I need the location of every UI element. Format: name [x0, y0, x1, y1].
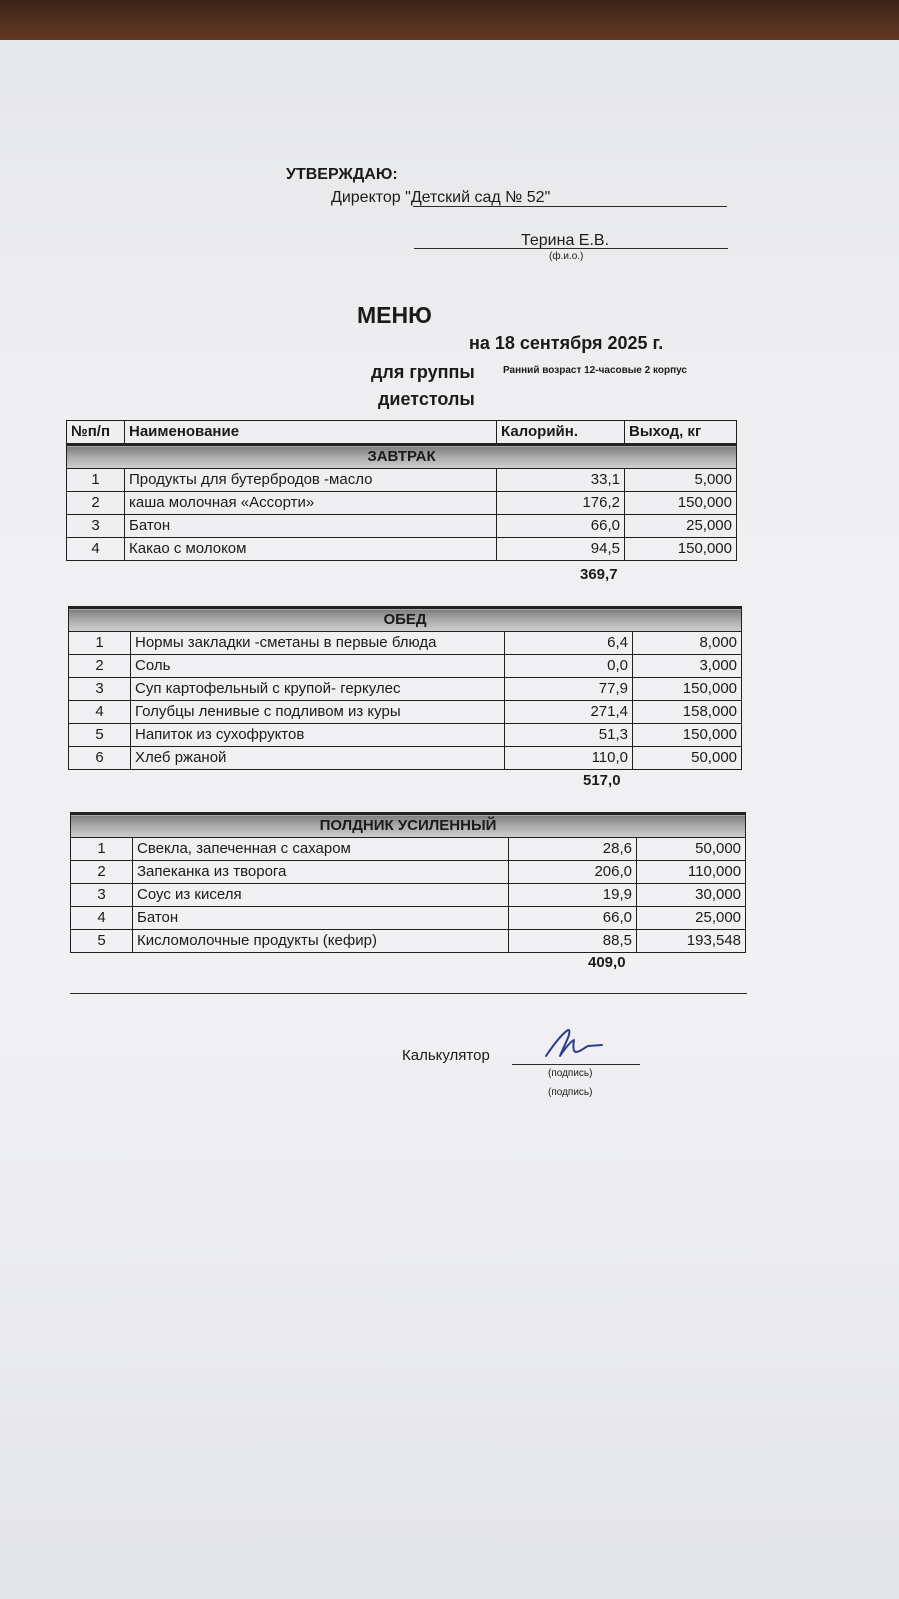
row-calories: 77,9	[505, 678, 633, 701]
row-calories: 271,4	[505, 701, 633, 724]
row-calories: 88,5	[509, 930, 637, 953]
calculator-label: Калькулятор	[402, 1047, 490, 1064]
row-name: Нормы закладки -сметаны в первые блюда	[131, 632, 505, 655]
row-num: 4	[71, 907, 133, 930]
approval-heading: УТВЕРЖДАЮ:	[286, 166, 398, 183]
director-line: Директор "Детский сад № 52"	[331, 189, 551, 206]
row-calories: 176,2	[497, 492, 625, 515]
section-title-snack: ПОЛДНИК УСИЛЕННЫЙ	[71, 814, 746, 838]
breakfast-total: 369,7	[580, 566, 618, 583]
row-name: Батон	[133, 907, 509, 930]
row-yield: 5,000	[625, 469, 737, 492]
row-num: 5	[69, 724, 131, 747]
table-row	[71, 884, 746, 907]
row-calories: 66,0	[497, 515, 625, 538]
footer-divider	[70, 993, 747, 994]
table-row	[69, 747, 742, 770]
col-header-num: №п/п	[67, 421, 125, 445]
row-yield: 150,000	[625, 538, 737, 561]
row-num: 2	[71, 861, 133, 884]
table-row	[69, 632, 742, 655]
row-name: Свекла, запеченная с сахаром	[133, 838, 509, 861]
row-num: 5	[71, 930, 133, 953]
director-name: Терина Е.В.	[521, 232, 610, 249]
row-name: Соль	[131, 655, 505, 678]
row-yield: 150,000	[625, 492, 737, 515]
row-name: Голубцы ленивые с подливом из куры	[131, 701, 505, 724]
row-yield: 3,000	[633, 655, 742, 678]
table-row	[69, 701, 742, 724]
row-num: 1	[69, 632, 131, 655]
row-calories: 206,0	[509, 861, 637, 884]
table-row	[69, 678, 742, 701]
signature-mark	[540, 1026, 610, 1062]
signature-underline	[512, 1064, 640, 1065]
breakfast-table	[66, 420, 737, 561]
fio-caption: (ф.и.о.)	[549, 251, 584, 262]
col-header-yield: Выход, кг	[625, 421, 737, 445]
row-calories: 33,1	[497, 469, 625, 492]
row-num: 2	[69, 655, 131, 678]
row-yield: 30,000	[637, 884, 746, 907]
menu-date: на 18 сентября 2025 г.	[469, 333, 664, 353]
table-row	[67, 515, 737, 538]
row-calories: 19,9	[509, 884, 637, 907]
lunch-total: 517,0	[583, 772, 621, 789]
row-name: Кисломолочные продукты (кефир)	[133, 930, 509, 953]
row-name: Соус из киселя	[133, 884, 509, 907]
row-yield: 25,000	[637, 907, 746, 930]
menu-title: МЕНЮ	[357, 302, 432, 328]
row-calories: 94,5	[497, 538, 625, 561]
table-row	[71, 838, 746, 861]
table-row	[69, 724, 742, 747]
snack-total: 409,0	[588, 954, 626, 971]
row-calories: 66,0	[509, 907, 637, 930]
row-name: Продукты для бутербродов -масло	[125, 469, 497, 492]
row-name: Батон	[125, 515, 497, 538]
row-yield: 110,000	[637, 861, 746, 884]
row-num: 4	[69, 701, 131, 724]
row-num: 6	[69, 747, 131, 770]
table-row	[67, 538, 737, 561]
row-name: Напиток из сухофруктов	[131, 724, 505, 747]
row-yield: 8,000	[633, 632, 742, 655]
section-title-breakfast: ЗАВТРАК	[67, 445, 737, 469]
signature-caption: (подпись)	[548, 1068, 593, 1079]
col-header-calories: Калорийн.	[497, 421, 625, 445]
row-yield: 150,000	[633, 724, 742, 747]
row-name: Суп картофельный с крупой- геркулес	[131, 678, 505, 701]
lunch-table	[68, 606, 742, 770]
name-underline	[414, 248, 728, 249]
group-value: Ранний возраст 12-часовые 2 корпус	[503, 365, 687, 376]
row-num: 4	[67, 538, 125, 561]
row-yield: 150,000	[633, 678, 742, 701]
row-name: Хлеб ржаной	[131, 747, 505, 770]
table-row	[71, 930, 746, 953]
row-yield: 193,548	[637, 930, 746, 953]
diet-line: диетстолы	[378, 389, 475, 409]
snack-table	[70, 812, 746, 953]
table-row	[67, 492, 737, 515]
col-header-name: Наименование	[125, 421, 497, 445]
table-row	[69, 655, 742, 678]
row-num: 3	[71, 884, 133, 907]
row-name: Какао с молоком	[125, 538, 497, 561]
table-row	[71, 907, 746, 930]
row-yield: 50,000	[633, 747, 742, 770]
row-num: 3	[69, 678, 131, 701]
row-num: 2	[67, 492, 125, 515]
row-calories: 28,6	[509, 838, 637, 861]
row-calories: 0,0	[505, 655, 633, 678]
row-num: 1	[71, 838, 133, 861]
row-num: 3	[67, 515, 125, 538]
table-header-row	[67, 421, 737, 445]
table-row	[67, 469, 737, 492]
row-yield: 50,000	[637, 838, 746, 861]
row-calories: 110,0	[505, 747, 633, 770]
row-calories: 51,3	[505, 724, 633, 747]
row-calories: 6,4	[505, 632, 633, 655]
row-name: Запеканка из творога	[133, 861, 509, 884]
row-yield: 158,000	[633, 701, 742, 724]
row-yield: 25,000	[625, 515, 737, 538]
row-name: каша молочная «Ассорти»	[125, 492, 497, 515]
section-title-lunch: ОБЕД	[69, 608, 742, 632]
row-num: 1	[67, 469, 125, 492]
signature-caption-repeat: (подпись)	[548, 1087, 593, 1098]
director-underline	[413, 206, 727, 207]
table-row	[71, 861, 746, 884]
group-label: для группы	[371, 362, 475, 382]
